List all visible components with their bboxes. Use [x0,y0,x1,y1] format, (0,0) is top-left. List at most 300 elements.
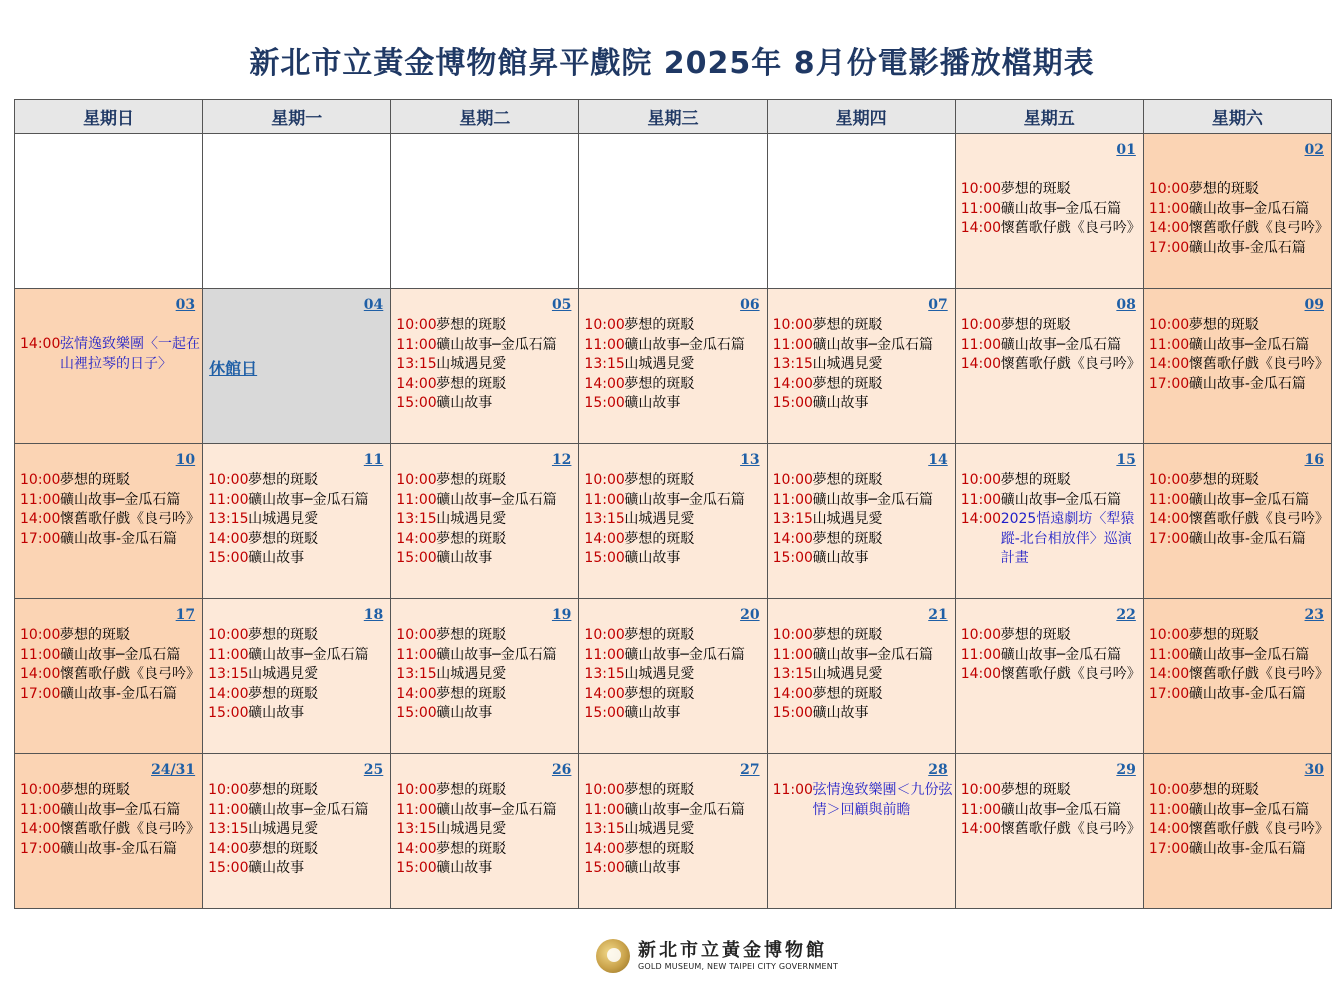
film-title: 夢想的斑駁 [812,472,883,488]
day-cell [391,289,579,444]
screening-item [961,200,1143,220]
screening-time: 10:00 [396,317,437,333]
logo-text [638,940,838,972]
screening-time: 14:00 [584,685,625,702]
screening-item [584,626,766,646]
screening-item [20,471,202,491]
screening-item [961,316,1143,336]
day-number-link[interactable]: 13 [740,452,760,468]
film-title: 夢想的斑駁 [624,840,695,857]
screening-time: 14:00 [960,356,1002,372]
film-title: 山城遇見愛 [624,511,695,527]
screening-item [396,840,578,860]
film-title: 礦山故事─金瓜石篇 [60,491,181,508]
day-number-link[interactable]: 14 [928,452,948,468]
film-title: 夢想的斑駁 [248,782,319,798]
film-title: 礦山故事─金瓜石篇 [1000,646,1122,663]
screening-time: 11:00 [772,782,813,798]
screening-item [961,219,1143,239]
film-title: 礦山故事─金瓜石篇 [1000,801,1122,818]
day-number-link[interactable]: 19 [551,607,572,623]
screening-time: 11:00 [1148,200,1190,217]
day-number-link[interactable]: 18 [363,607,384,623]
day-number-link[interactable]: 30 [1304,762,1324,778]
screening-item [396,316,578,336]
screening-time: 14:00 [20,666,61,682]
screening-list [768,314,955,414]
film-title: 夢想的斑駁 [436,840,507,857]
weekday-header-fri: 星期五 [955,100,1143,134]
day-number-link[interactable]: 10 [175,452,196,468]
day-number-link[interactable]: 17 [175,607,196,623]
day-number-link[interactable]: 08 [1116,297,1136,313]
film-title: 礦山故事-金瓜石篇 [1188,840,1306,857]
logo-english-name: GOLD MUSEUM, NEW TAIPEI CITY GOVERNMENT [638,962,839,971]
film-title: 山城遇見愛 [624,666,695,682]
day-cell [391,444,579,599]
film-title: 礦山故事─金瓜石篇 [1000,491,1122,508]
film-title: 夢想的斑駁 [812,530,883,547]
screening-time: 10:00 [1148,472,1190,488]
screening-time: 14:00 [772,375,813,392]
screening-time: 11:00 [960,336,1002,353]
film-title: 礦山故事 [436,395,493,411]
day-number-link[interactable]: 15 [1116,452,1136,468]
day-number-link[interactable]: 25 [363,762,384,778]
film-title: 夢想的斑駁 [436,375,507,392]
screening-item [396,646,578,666]
screening-time: 14:00 [20,336,61,352]
screening-item [1149,626,1331,646]
film-title: 懷舊歌仔戲《良弓吟》 [60,821,200,837]
screening-item [396,859,578,879]
screening-item [1149,685,1331,705]
screening-item [1149,471,1331,491]
screening-list [579,624,766,724]
screening-time: 13:15 [584,356,625,372]
screening-time: 15:00 [584,705,625,721]
film-title: 夢想的斑駁 [436,782,507,798]
screening-list [956,314,1143,375]
screening-item [584,375,766,395]
day-cell [391,754,579,909]
screening-item [1149,820,1331,840]
screening-item [584,336,766,356]
screening-time: 10:00 [960,627,1002,643]
screening-time: 14:00 [1148,666,1190,682]
screening-time: 10:00 [20,627,61,643]
film-title: 夢想的斑駁 [60,627,130,643]
film-title: 夢想的斑駁 [60,472,130,488]
film-title: 礦山故事 [248,860,305,876]
screening-time: 10:00 [20,782,61,798]
screening-item [961,665,1143,685]
screening-list [768,779,955,820]
screening-item [584,665,766,685]
day-number-link[interactable]: 20 [740,607,760,623]
screening-list [391,624,578,724]
film-title: 礦山故事 [812,395,869,411]
screening-list [956,469,1143,569]
screening-item [584,530,766,550]
screening-item [961,801,1143,821]
screening-time: 11:00 [208,646,249,663]
screening-time: 10:00 [584,317,625,333]
screening-item [584,704,766,724]
film-title: 礦山故事─金瓜石篇 [248,646,369,663]
screening-item [396,801,578,821]
day-cell [203,754,391,909]
film-title: 礦山故事─金瓜石篇 [1188,336,1310,353]
screening-list [956,159,1143,239]
screening-time: 15:00 [396,550,437,566]
film-title: 夢想的斑駁 [436,627,507,643]
film-title: 夢想的斑駁 [1188,317,1259,333]
screening-time: 11:00 [772,491,813,508]
film-title: 礦山故事─金瓜石篇 [812,646,933,663]
screening-time: 11:00 [1148,336,1190,353]
day-number-link[interactable]: 16 [1304,452,1324,468]
screening-item [396,549,578,569]
screening-item [773,549,955,569]
screening-time: 17:00 [1148,840,1190,857]
weekday-header-thu: 星期四 [767,100,955,134]
film-title: 礦山故事-金瓜石篇 [60,530,178,547]
film-title: 懷舊歌仔戲《良弓吟》 [1188,220,1329,236]
day-number-link[interactable]: 24/31 [151,762,196,778]
film-title: 夢想的斑駁 [1188,782,1259,798]
week-row [15,134,1332,289]
screening-item [20,840,202,860]
screening-item [961,820,1143,840]
film-title: 礦山故事─金瓜石篇 [436,336,557,353]
screening-time: 14:00 [208,530,249,547]
day-cell [15,289,203,444]
screening-item [396,704,578,724]
week-row [15,289,1332,444]
screening-item [773,375,955,395]
screening-item [208,859,390,879]
screening-time: 10:00 [396,627,437,643]
screening-time: 10:00 [208,627,249,643]
screening-time: 10:00 [584,782,625,798]
screening-time: 17:00 [1148,375,1190,392]
film-title: 礦山故事 [436,705,493,721]
screening-time: 17:00 [20,530,61,547]
empty-day-cell [15,134,203,289]
film-title: 夢想的斑駁 [1188,181,1259,197]
screening-item [584,685,766,705]
film-title: 懷舊歌仔戲《良弓吟》 [1000,220,1141,236]
day-number-link[interactable]: 02 [1304,142,1324,158]
screening-time: 17:00 [1148,239,1190,256]
screening-item [208,491,390,511]
screening-list [203,624,390,724]
day-number-link[interactable]: 23 [1304,607,1324,623]
screening-item [396,336,578,356]
day-cell [955,599,1143,754]
screening-time: 17:00 [1148,685,1190,702]
screening-time: 15:00 [208,550,249,566]
day-number-link[interactable]: 21 [928,607,948,623]
screening-time: 14:00 [208,685,249,702]
day-cell [579,754,767,909]
film-title: 懷舊歌仔戲《良弓吟》 [1000,356,1141,372]
screening-time: 13:15 [396,356,437,372]
film-title: 礦山故事─金瓜石篇 [624,491,745,508]
screening-time: 11:00 [584,646,625,663]
film-title: 礦山故事-金瓜石篇 [60,840,178,857]
screening-time: 15:00 [396,860,437,876]
film-title: 山城遇見愛 [812,356,883,372]
screening-item [1149,530,1331,550]
film-title: 山城遇見愛 [436,821,507,837]
screening-item [20,665,202,685]
day-number-link[interactable]: 12 [551,452,572,468]
screening-list [956,624,1143,685]
film-title: 夢想的斑駁 [1188,627,1259,643]
screening-time: 11:00 [20,646,61,663]
weekday-header-sun: 星期日 [15,100,203,134]
screening-time: 11:00 [396,336,437,353]
film-title: 山城遇見愛 [436,666,507,682]
screening-item [584,801,766,821]
screening-item [396,491,578,511]
day-number-link[interactable]: 27 [740,762,760,778]
screening-item [584,781,766,801]
screening-time: 15:00 [772,550,813,566]
day-cell [1143,599,1331,754]
screening-time: 11:00 [584,336,625,353]
screening-list [1144,159,1331,258]
film-title: 山城遇見愛 [436,356,507,372]
film-title: 夢想的斑駁 [812,317,883,333]
special-event-title: 弦情逸致樂團＜九份弦情＞回顧與前瞻 [812,782,953,818]
screening-time: 11:00 [960,200,1002,217]
screening-item [961,355,1143,375]
screening-time: 15:00 [208,705,249,721]
screening-time: 10:00 [208,782,249,798]
screening-time: 15:00 [584,550,625,566]
screening-time: 14:00 [772,530,813,547]
film-title: 夢想的斑駁 [436,472,507,488]
screening-item [773,781,955,820]
screening-list [203,779,390,879]
screening-time: 17:00 [20,685,61,702]
screening-time: 14:00 [20,821,61,837]
film-title: 懷舊歌仔戲《良弓吟》 [1000,666,1141,682]
screening-item [584,394,766,414]
screening-time: 11:00 [208,491,249,508]
day-cell [15,444,203,599]
screening-time: 10:00 [1148,181,1190,197]
screening-time: 13:15 [208,666,249,682]
screening-time: 13:15 [396,666,437,682]
film-title: 夢想的斑駁 [624,530,695,547]
screening-time: 14:00 [772,685,813,702]
gold-museum-logo-icon [596,939,630,973]
day-cell [955,444,1143,599]
film-title: 夢想的斑駁 [1000,782,1071,798]
film-title: 礦山故事─金瓜石篇 [1188,801,1310,818]
screening-item [20,801,202,821]
screening-time: 14:00 [396,375,437,392]
film-title: 夢想的斑駁 [248,627,319,643]
screening-item [961,626,1143,646]
film-title: 礦山故事 [624,550,681,566]
day-number-link[interactable]: 07 [928,297,948,313]
day-number-link[interactable]: 05 [551,297,572,313]
special-event-title: 弦情逸致樂團〈一起在山裡拉琴的日子〉 [60,336,200,372]
day-cell [203,599,391,754]
screening-time: 13:15 [584,666,625,682]
film-title: 礦山故事-金瓜石篇 [1188,375,1306,392]
day-number-link[interactable]: 29 [1116,762,1136,778]
screening-item [773,685,955,705]
screening-item [961,646,1143,666]
day-cell [1143,289,1331,444]
week-row [15,754,1332,909]
day-number-link[interactable]: 03 [175,297,196,313]
screening-item [396,820,578,840]
screening-time: 13:15 [584,821,625,837]
screening-time: 11:00 [584,491,625,508]
day-number-link[interactable]: 11 [363,452,384,468]
film-title: 懷舊歌仔戲《良弓吟》 [1188,821,1329,837]
screening-item [208,626,390,646]
film-title: 夢想的斑駁 [624,685,695,702]
weekday-header-wed: 星期三 [579,100,767,134]
day-number-link[interactable]: 22 [1116,607,1136,623]
screening-time: 11:00 [20,491,61,508]
logo-chinese-name: 新北市立黃金博物館 [638,940,827,961]
screening-time: 10:00 [960,317,1002,333]
film-title: 礦山故事 [624,395,681,411]
film-title: 礦山故事─金瓜石篇 [1188,491,1310,508]
film-title: 礦山故事 [248,550,305,566]
screening-time: 10:00 [772,627,813,643]
screening-item [208,549,390,569]
screening-item [773,394,955,414]
screening-list [579,314,766,414]
screening-time: 10:00 [1148,782,1190,798]
film-title: 礦山故事 [248,705,305,721]
screening-item [20,781,202,801]
screening-time: 14:00 [20,511,61,527]
screening-item [584,859,766,879]
film-title: 夢想的斑駁 [624,375,695,392]
day-cell [203,444,391,599]
screening-item [773,336,955,356]
screening-list [15,624,202,704]
film-title: 夢想的斑駁 [1000,627,1071,643]
screening-time: 11:00 [20,801,61,818]
screening-time: 13:15 [208,511,249,527]
screening-item [1149,781,1331,801]
empty-day-cell [203,134,391,289]
film-title: 礦山故事 [436,550,493,566]
screening-time: 10:00 [584,627,625,643]
screening-list [768,624,955,724]
screening-time: 10:00 [20,472,61,488]
screening-time: 10:00 [396,782,437,798]
screening-time: 11:00 [1148,646,1190,663]
film-title: 夢想的斑駁 [624,782,695,798]
screening-list [391,779,578,879]
film-title: 夢想的斑駁 [60,782,130,798]
day-cell [579,289,767,444]
day-number-link[interactable]: 26 [551,762,572,778]
screening-item [208,646,390,666]
film-title: 夢想的斑駁 [1000,472,1071,488]
screening-time: 11:00 [960,491,1002,508]
calendar-body [15,134,1332,909]
film-title: 夢想的斑駁 [248,840,319,857]
screening-time: 10:00 [584,472,625,488]
day-number-link[interactable]: 04 [363,297,384,313]
screening-item [1149,510,1331,530]
day-cell [767,754,955,909]
day-number-link[interactable]: 01 [1116,142,1136,158]
screening-list [1144,779,1331,859]
screening-item [961,491,1143,511]
screening-time: 17:00 [1148,530,1190,547]
screening-time: 10:00 [396,472,437,488]
screening-item [961,781,1143,801]
film-title: 礦山故事─金瓜石篇 [436,646,557,663]
screening-time: 11:00 [584,801,625,818]
film-title: 礦山故事─金瓜石篇 [1000,336,1122,353]
screening-item [1149,180,1331,200]
film-title: 礦山故事─金瓜石篇 [248,491,369,508]
day-cell [15,599,203,754]
screening-item [396,375,578,395]
screening-item [396,510,578,530]
screening-time: 11:00 [396,801,437,818]
screening-item [396,665,578,685]
day-cell [955,289,1143,444]
day-number-link[interactable]: 28 [928,762,948,778]
screening-time: 14:00 [584,840,625,857]
screening-time: 14:00 [1148,511,1190,527]
day-number-link[interactable]: 06 [740,297,760,313]
screening-item [20,646,202,666]
screening-item [1149,355,1331,375]
day-cell [579,444,767,599]
screening-list [579,779,766,879]
screening-item [1149,801,1331,821]
screening-list [1144,624,1331,704]
screening-time: 10:00 [1148,627,1190,643]
film-title: 夢想的斑駁 [624,317,695,333]
closed-day-link[interactable]: 休館日 [209,359,258,378]
day-cell [1143,754,1331,909]
film-title: 夢想的斑駁 [1000,181,1071,197]
film-title: 礦山故事─金瓜石篇 [436,491,557,508]
screening-time: 14:00 [584,530,625,547]
screening-list [956,779,1143,840]
day-number-link[interactable]: 09 [1304,297,1324,313]
film-title: 礦山故事─金瓜石篇 [624,336,745,353]
screening-item [584,316,766,336]
screening-time: 11:00 [772,336,813,353]
screening-time: 11:00 [208,801,249,818]
day-cell [391,599,579,754]
film-title: 山城遇見愛 [248,666,319,682]
day-cell [15,754,203,909]
screening-time: 13:15 [396,511,437,527]
screening-item [584,549,766,569]
